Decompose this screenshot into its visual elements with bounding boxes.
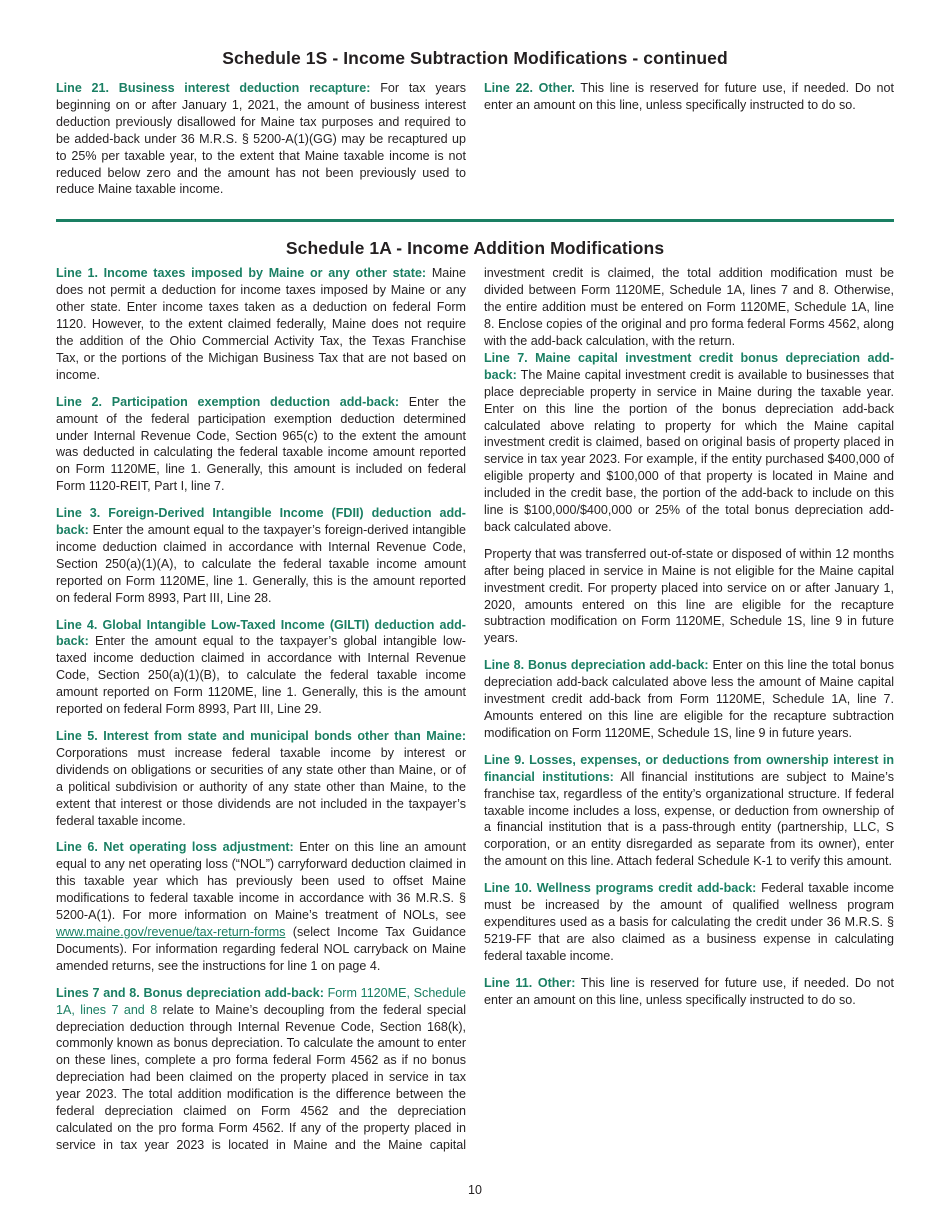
line-11-heading: Line 11. Other: — [484, 975, 576, 990]
line-21-heading: Line 21. Business interest deduction recapture: — [56, 81, 371, 95]
line-1-paragraph — [56, 265, 466, 383]
line-9-text: All financial institutions are subject to Maine’s franchise tax, regardless of the entity’s organizational structure. If federal taxable income includes a loss, expense, or deduction from ownership of a financial institution that is a pass-through entity (partnership, LLC, S corporation, or an entity disregarded as separate from its owner), enter the amount on this line. Attach federal Schedule K-1 to verify this amount. — [484, 769, 894, 869]
line-10-paragraph — [484, 880, 894, 965]
lines-7-8-text: relate to Maine’s decoupling from the federal special depreciation deduction through Internal Revenue Code, Section 168(k), commonly known as bonus depreciation. To calculate the amount to enter on these lines, complete a pro forma federal Form 4562 as if no bonus depreciation had been claimed on the property placed in service in tax year 2023. The total addition modification is the difference between the federal depreciation claimed on Form 4562 and the depreciation calculated on the pro forma Form 4562. If any of the property placed in service in tax year 2023 is located in Maine and the Maine capital investment credit is claimed, the total addition modification must be divided between Form 1120ME, Schedule 1A, lines 7 and 8. Otherwise, the entire addition must be entered on Form 1120ME, Schedule 1A, line 8. Enclose copies of the original and pro forma federal Forms 4562, along with the add-back calculation, with the return. — [56, 266, 894, 1152]
line-3-text: Enter the amount equal to the taxpayer’s foreign-derived intangible income deduction claimed in accordance with Internal Revenue Code, Section 250(a)(1)(A), to calculate the federal taxable income amount reported on Form 1120ME, line 1. Generally, this is the amount reported on federal Form 8993, Part III, Line 28. — [56, 523, 466, 605]
line-1-text: Maine does not permit a deduction for income taxes imposed by Maine or any other state. Enter income taxes taken as a deduction on federal Form 1120. However, to the extent claimed federally, Maine does not require the addition of the Ohio Commercial Activity Tax, the Texas Franchise Tax, or the portions of the Michigan Business Tax that are not based on income. — [56, 266, 466, 382]
line-6-text-continued: (select Income Tax Guidance Documents). For information regarding federal NOL carryback on Maine amended returns, see the instructions for line 1 on page 4. — [56, 924, 466, 973]
document-page — [56, 48, 894, 1165]
line-4-text: Enter the amount equal to the taxpayer’s global intangible low-taxed income deduction claimed in accordance with Internal Revenue Code, Section 250(a)(1)(B), to calculate the federal taxable income amount reported on Form 1120ME, line 1. Generally, this is the amount reported on federal Form 8993, Part III, Line 29. — [56, 634, 466, 717]
line-10-text: Federal taxable income must be increased by the amount of qualified wellness program expenditures used as a basis for calculating the credit under 36 M.R.S. § 5219-FF that are also claimed as a business expense in calculating federal taxable income. — [484, 881, 894, 963]
line-9-paragraph — [484, 752, 894, 870]
line-11-text: This line is reserved for future use, if needed. Do not enter an amount on this line, unless specifically instructed to do so. — [484, 975, 895, 1007]
line-4-heading: Line 4. Global Intangible Low-Taxed Income (GILTI) deduction add-back: — [56, 617, 466, 649]
line-5-heading: Line 5. Interest from state and municipal bonds other than Maine: — [56, 729, 466, 743]
line-3-paragraph — [56, 505, 466, 606]
line-8-text: Enter on this line the total bonus depreciation add-back calculated above less the amount of Maine capital investment credit add-back from Form 1120ME, Schedule 1A, line 7. Amounts entered on this line are eligible for the recapture subtraction modification on Form 1120ME, Schedule 1S, line 9 in future years. — [484, 658, 894, 740]
section-divider — [56, 219, 894, 222]
line-7-paragraph — [484, 350, 894, 536]
page-number: 10 — [468, 1183, 482, 1197]
line-6-heading: Line 6. Net operating loss adjustment: — [56, 840, 294, 855]
line-7-text: The Maine capital investment credit is available to businesses that place depreciable property in service in Maine during the taxable year. Enter on this line the portion of the bonus depreciation add-back calculated above relating to property for which the Maine capital investment credit is claimed, based on original basis of property placed in service in tax year 2023. For example, if the entity purchased $400,000 of eligible property and $100,000 of that property is located in Maine and included in the credit base, the portion of the add-back to include on this line is $100,000/$400,000 or 25% of the total bonus depreciation add-back calculated above. — [484, 367, 894, 534]
line-2-paragraph — [56, 394, 466, 495]
line-7-continued-paragraph: Property that was transferred out-of-state or disposed of within 12 months after being placed in service in Maine is not eligible for the Maine capital investment credit. For property placed into service on or after January 1, 2020, amounts entered on this line are eligible for the recapture subtraction modification on Form 1120ME, Schedule 1S, line 9 in future years. — [484, 546, 894, 646]
line-8-heading: Line 8. Bonus depreciation add-back: — [484, 658, 709, 673]
line-4-paragraph — [56, 617, 466, 718]
lines-7-8-heading: Lines 7 and 8. Bonus depreciation add-back: — [56, 985, 324, 1000]
line-6-paragraph — [56, 839, 466, 974]
line-5-paragraph — [56, 728, 466, 829]
right-column — [484, 80, 894, 208]
line-21-paragraph — [56, 80, 466, 198]
schedule-1s-columns — [56, 80, 894, 208]
line-2-text: Enter the amount of the federal participation exemption deduction determined under Internal Revenue Code, Section 965(c) to the extent the amount was deducted in calculating the federal taxable income amount reported on Form 1120ME, line 1. Generally, this amount is included on federal Form 1120-REIT, Part I, line 7. — [56, 394, 466, 494]
line-22-heading: Line 22. Other. — [484, 81, 575, 95]
line-8-paragraph — [484, 657, 894, 742]
lines-7-8-form-reference: Form 1120ME, Schedule 1A, lines 7 and 8 — [56, 985, 467, 1017]
line-11-paragraph — [484, 975, 894, 1009]
schedule-1s-title: Schedule 1S - Income Subtraction Modifications - continued — [222, 48, 728, 68]
left-column — [56, 80, 466, 208]
line-21-text: For tax years beginning on or after January 1, 2021, the amount of business interest deduction previously disallowed for Maine tax purposes and required to be added-back under 36 M.R.S. § 5200-A(1)(GG) may be recaptured up to 25% per taxable year, to the extent that Maine taxable income is not reduced below zero and the amount has not been previously used to reduce Maine taxable income. — [56, 81, 466, 197]
line-7-heading: Line 7. Maine capital investment credit bonus depreciation add-back: — [484, 350, 894, 382]
line-5-text: Corporations must increase federal taxable income by interest or dividends on obligations or securities of any state other than Maine, or of a political subdivision or authority of any state other than Maine, to the extent that interest or those dividends are not included in the taxpayer’s federal taxable income. — [56, 745, 466, 828]
line-1-heading: Line 1. Income taxes imposed by Maine or any other state: — [56, 266, 427, 281]
line-10-heading: Line 10. Wellness programs credit add-back: — [484, 881, 757, 896]
schedule-1a-columns — [56, 265, 894, 1165]
line-22-text: This line is reserved for future use, if needed. Do not enter an amount on this line, unless specifically instructed to do so. — [484, 81, 894, 112]
maine-revenue-link[interactable]: www.maine.gov/revenue/tax-return-forms — [56, 924, 286, 939]
line-22-paragraph — [484, 80, 894, 114]
schedule-1a-title: Schedule 1A - Income Addition Modifications — [285, 238, 665, 259]
line-6-text: Enter on this line an amount equal to any net operating loss (“NOL”) carryforward deduction claimed in this taxable year which has previously been used to offset Maine modifications to federal taxable income in accordance with 36 M.R.S. § 5200-A(1). For more information on Maine’s treatment of NOLs, see — [56, 840, 466, 923]
line-9-heading: Line 9. Losses, expenses, or deductions from ownership interest in financial institutions: — [484, 752, 894, 784]
line-2-heading: Line 2. Participation exemption deduction add-back: — [56, 394, 400, 409]
line-3-heading: Line 3. Foreign-Derived Intangible Income (FDII) deduction add-back: — [56, 506, 466, 538]
